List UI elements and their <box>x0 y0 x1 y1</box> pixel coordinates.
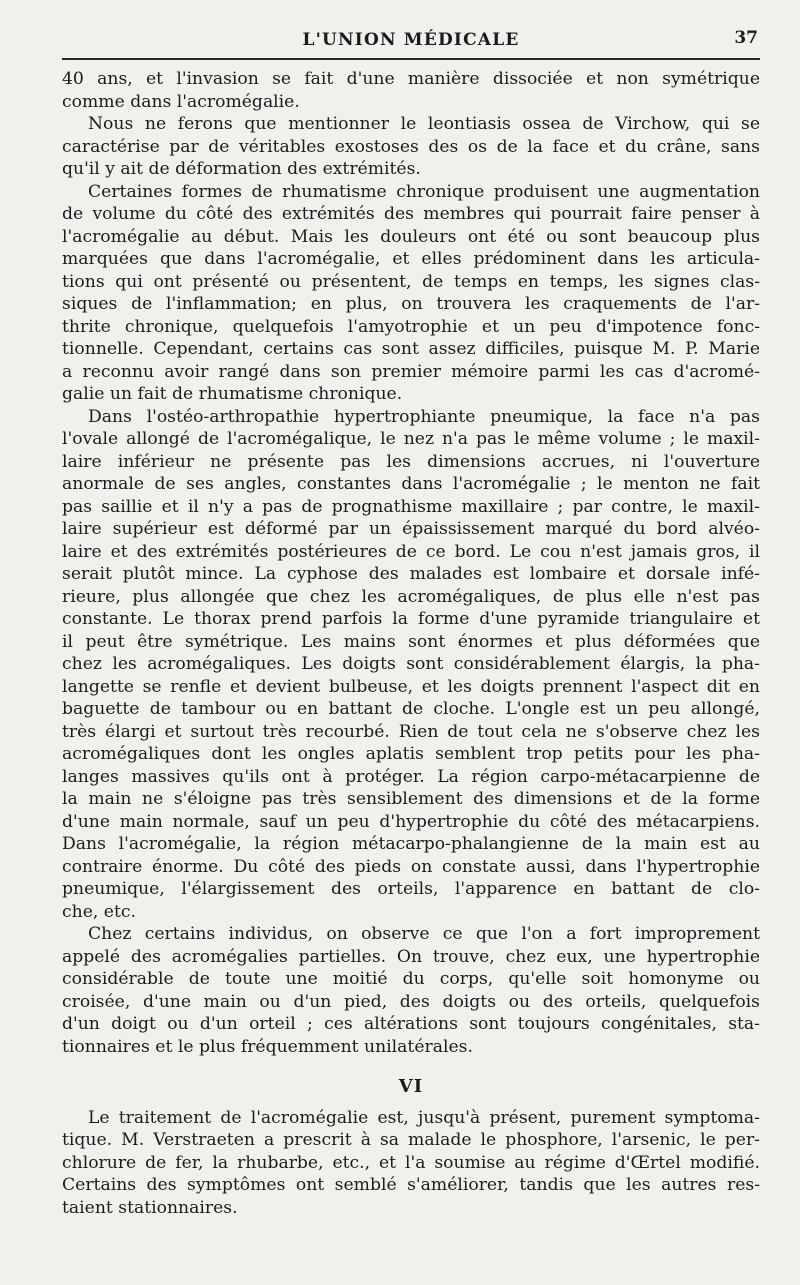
text-line: il peut être symétrique. Les mains sont énormes et plus déformées que <box>62 631 760 652</box>
text-line: qu'il y ait de déformation des extrémités. <box>62 159 421 179</box>
paragraph <box>62 181 760 406</box>
text-line: pneumique, l'élargissement des orteils, l'apparence en battant de clo- <box>62 879 760 899</box>
text-line: d'un doigt ou d'un orteil ; ces altérations sont toujours congénitales, sta- <box>62 1014 760 1034</box>
text-line: taient stationnaires. <box>62 1197 238 1218</box>
text-line: serait plutôt mince. La cyphose des malades est lombaire et dorsale infé- <box>62 564 760 584</box>
text-line: thrite chronique, quelquefois l'amyotrophie et un peu d'impotence fonc- <box>62 316 760 337</box>
text-line: l'acromégalie au début. Mais les douleurs ont été ou sont beaucoup plus <box>62 226 760 247</box>
text-line: a reconnu avoir rangé dans son premier mémoire parmi les cas d'acromé- <box>62 361 760 382</box>
text-line: Certaines formes de rhumatisme chronique produisent une augmentation <box>88 181 760 202</box>
text-line: l'ovale allongé de l'acromégalique, le nez n'a pas le même volume ; le maxil- <box>62 429 760 449</box>
text-line: laire inférieur ne présente pas les dimensions accrues, ni l'ouverture <box>62 451 760 472</box>
text-line: très élargi et surtout très recourbé. Rien de tout cela ne s'observe chez les <box>62 721 760 742</box>
text-line: constante. Le thorax prend parfois la forme d'une pyramide triangulaire et <box>62 609 760 629</box>
text-line: d'une main normale, sauf un peu d'hypertrophie du côté des métacarpiens. <box>62 811 760 832</box>
text-line: Le traitement de l'acromégalie est, jusqu'à présent, purement symptoma- <box>88 1107 760 1128</box>
text-line: Dans l'acromégalie, la région métacarpo-phalangienne de la main est au <box>62 834 760 854</box>
text-line: 40 ans, et l'invasion se fait d'une manière dissociée et non symétrique <box>62 69 760 89</box>
running-head <box>62 24 760 54</box>
text-line: chez les acromégaliques. Les doigts sont considérablement élargis, la pha- <box>62 654 760 674</box>
text-line: tionnelle. Cependant, certains cas sont assez difficiles, puisque M. P. Marie <box>62 339 760 359</box>
body-text <box>62 68 760 1219</box>
header-rule <box>62 58 760 60</box>
paragraph <box>62 923 760 1058</box>
text-line: comme dans l'acromégalie. <box>62 91 300 112</box>
text-line: acromégaliques dont les ongles aplatis semblent trop petits pour les pha- <box>62 744 760 764</box>
text-line: chlorure de fer, la rhubarbe, etc., et l'a soumise au régime d'Œrtel modifié. <box>62 1152 760 1173</box>
text-line: de volume du côté des extrémités des membres qui pourrait faire penser à <box>62 204 760 224</box>
text-line: laire supérieur est déformé par un épaississement marqué du bord alvéo- <box>62 519 760 539</box>
text-line: tique. M. Verstraeten a prescrit à sa malade le phosphore, l'arsenic, le per- <box>62 1130 760 1150</box>
paragraph <box>62 1107 760 1220</box>
page-number: 37 <box>734 28 758 48</box>
section-number: VI <box>398 1076 424 1097</box>
text-line: considérable de toute une moitié du corps, qu'elle soit homonyme ou <box>62 969 760 989</box>
running-title: L'UNION MÉDICALE <box>302 30 520 50</box>
text-line: contraire énorme. Du côté des pieds on constate aussi, dans l'hypertrophie <box>62 856 760 877</box>
text-line: Chez certains individus, on observe ce que l'on a fort improprement <box>88 924 760 944</box>
text-line: appelé des acromégalies partielles. On trouve, chez eux, une hypertrophie <box>62 946 760 967</box>
text-line: siques de l'inflammation; en plus, on trouvera les craquements de l'ar- <box>62 294 760 314</box>
text-line: langes massives qu'ils ont à protéger. La région carpo-métacarpienne de <box>62 766 760 787</box>
text-line: la main ne s'éloigne pas très sensiblement des dimensions et de la forme <box>62 789 760 809</box>
text-line: galie un fait de rhumatisme chronique. <box>62 384 403 404</box>
text-line: rieure, plus allongée que chez les acromégaliques, de plus elle n'est pas <box>62 586 760 607</box>
text-line: tions qui ont présenté ou présentent, de temps en temps, les signes clas- <box>62 271 760 292</box>
text-line: croisée, d'une main ou d'un pied, des doigts ou des orteils, quelquefois <box>62 991 760 1012</box>
text-line: marquées que dans l'acromégalie, et elles prédominent dans les articula- <box>62 249 760 269</box>
text-line: caractérise par de véritables exostoses des os de la face et du crâne, sans <box>62 136 760 157</box>
text-line: Nous ne ferons que mentionner le leontiasis ossea de Virchow, qui se <box>88 114 760 134</box>
text-line: anormale de ses angles, constantes dans l'acromégalie ; le menton ne fait <box>62 474 760 494</box>
text-line: baguette de tambour ou en battant de cloche. L'ongle est un peu allongé, <box>62 699 760 719</box>
text-line: tionnaires et le plus fréquemment unilatérales. <box>62 1036 473 1057</box>
text-line: che, etc. <box>62 901 136 922</box>
text-line: Dans l'ostéo-arthropathie hypertrophiante pneumique, la face n'a pas <box>88 406 760 427</box>
text-line: pas saillie et il n'y a pas de prognathisme maxillaire ; par contre, le maxil- <box>62 496 760 517</box>
paragraph <box>62 68 760 113</box>
paragraph <box>62 113 760 181</box>
text-line: langette se renfle et devient bulbeuse, et les doigts prennent l'aspect dit en <box>62 676 760 697</box>
paragraph <box>62 406 760 924</box>
text-line: laire et des extrémités postérieures de ce bord. Le cou n'est jamais gros, il <box>62 541 760 562</box>
text-line: Certains des symptômes ont semblé s'améliorer, tandis que les autres res- <box>62 1175 760 1195</box>
